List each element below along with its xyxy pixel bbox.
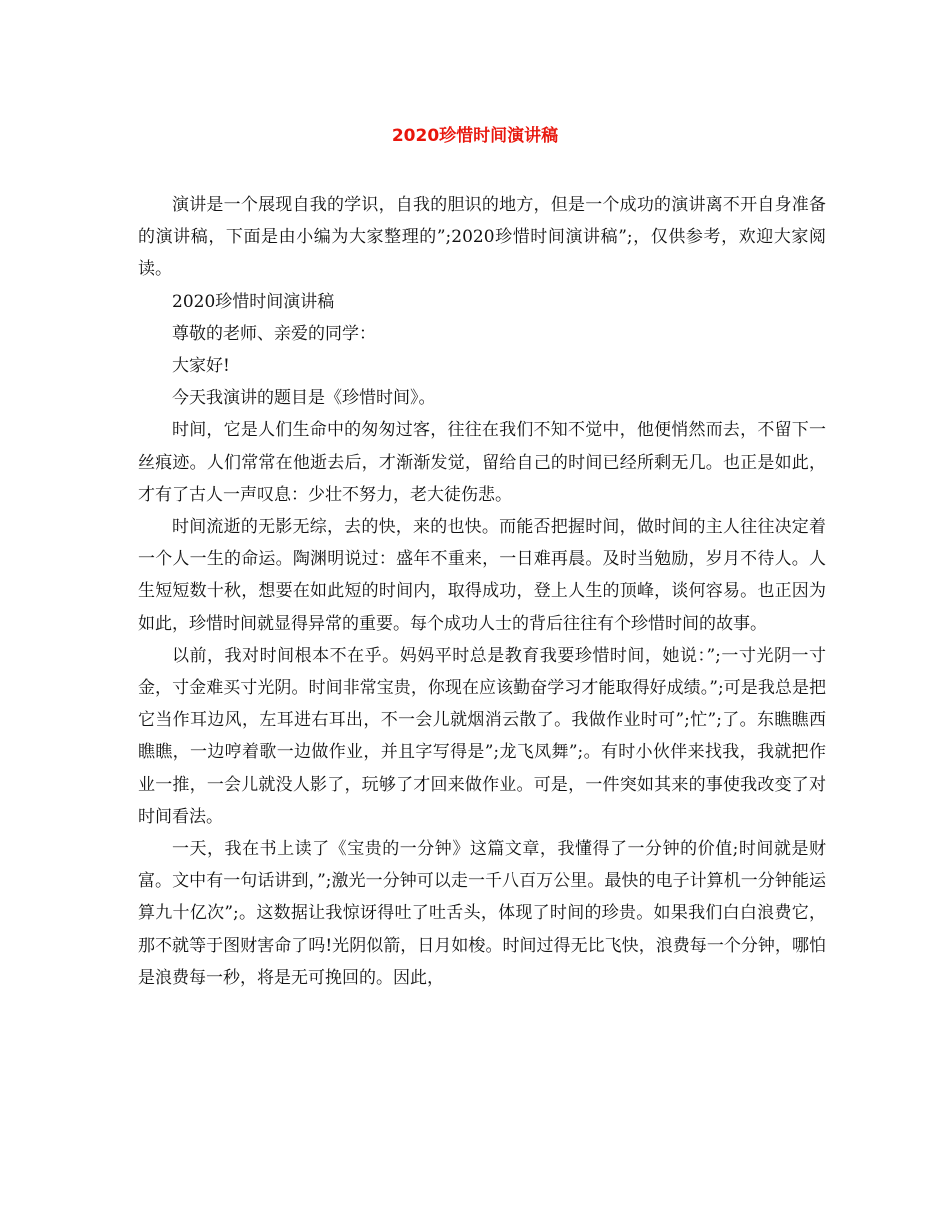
paragraph-greeting: 大家好! bbox=[172, 356, 230, 377]
document-body bbox=[138, 189, 826, 994]
paragraph-body: 以前，我对时间根本不在乎。妈妈平时总是教育我要珍惜时间，她说：”;一寸光阴一寸金，寸金难买寸光阴。时间非常宝贵，你现在应该勤奋学习才能取得好成绩。”;可是我总是把它当作耳边风，左耳进右耳出，不一会儿就烟消云散了。我做作业时可”;忙”;了。东瞧瞧西瞧瞧，一边哼着歌一边做作业，并且字写得是”;龙飞凤舞”;。有时小伙伴来找我，我就把作业一推，一会儿就没人影了，玩够了才回来做作业。可是，一件突如其来的事使我改变了对时间看法。 bbox=[138, 645, 826, 827]
paragraph-body: 时间，它是人们生命中的匆匆过客，往往在我们不知不觉中，他便悄然而去，不留下一丝痕迹。人们常常在他逝去后，才渐渐发觉，留给自己的时间已经所剩无几。也正是如此，才有了古人一声叹息：少壮不努力，老大徒伤悲。 bbox=[138, 420, 826, 505]
paragraph-body: 时间流逝的无影无综，去的快，来的也快。而能否把握时间，做时间的主人往往决定着一个人一生的命运。陶渊明说过：盛年不重来，一日难再晨。及时当勉励，岁月不待人。人生短短数十秋，想要在如此短的时间内，取得成功，登上人生的顶峰，谈何容易。也正因为如此，珍惜时间就显得异常的重要。每个成功人士的背后往往有个珍惜时间的故事。 bbox=[138, 517, 826, 634]
paragraph-salutation: 尊敬的老师、亲爱的同学： bbox=[172, 323, 376, 344]
paragraph-speech-title: 2020珍惜时间演讲稿 bbox=[172, 291, 335, 312]
document-title: 2020珍惜时间演讲稿 bbox=[391, 126, 559, 146]
paragraph-body: 一天，我在书上读了《宝贵的一分钟》这篇文章，我懂得了一分钟的价值;时间就是财富。文中有一句话讲到，”;激光一分钟可以走一千八百万公里。最快的电子计算机一分钟能运算九十亿次”;。这数据让我惊讶得吐了吐舌头，体现了时间的珍贵。如果我们白白浪费它，那不就等于图财害命了吗!光阴似箭，日月如梭。时间过得无比飞快，浪费每一个分钟，哪怕是浪费每一秒，将是无可挽回的。因此， bbox=[138, 839, 826, 988]
paragraph-intro: 演讲是一个展现自我的学识，自我的胆识的地方，但是一个成功的演讲离不开自身准备的演讲稿，下面是由小编为大家整理的”;2020珍惜时间演讲稿”;，仅供参考，欢迎大家阅读。 bbox=[138, 195, 826, 280]
paragraph-topic: 今天我演讲的题目是《珍惜时间》。 bbox=[172, 388, 436, 409]
